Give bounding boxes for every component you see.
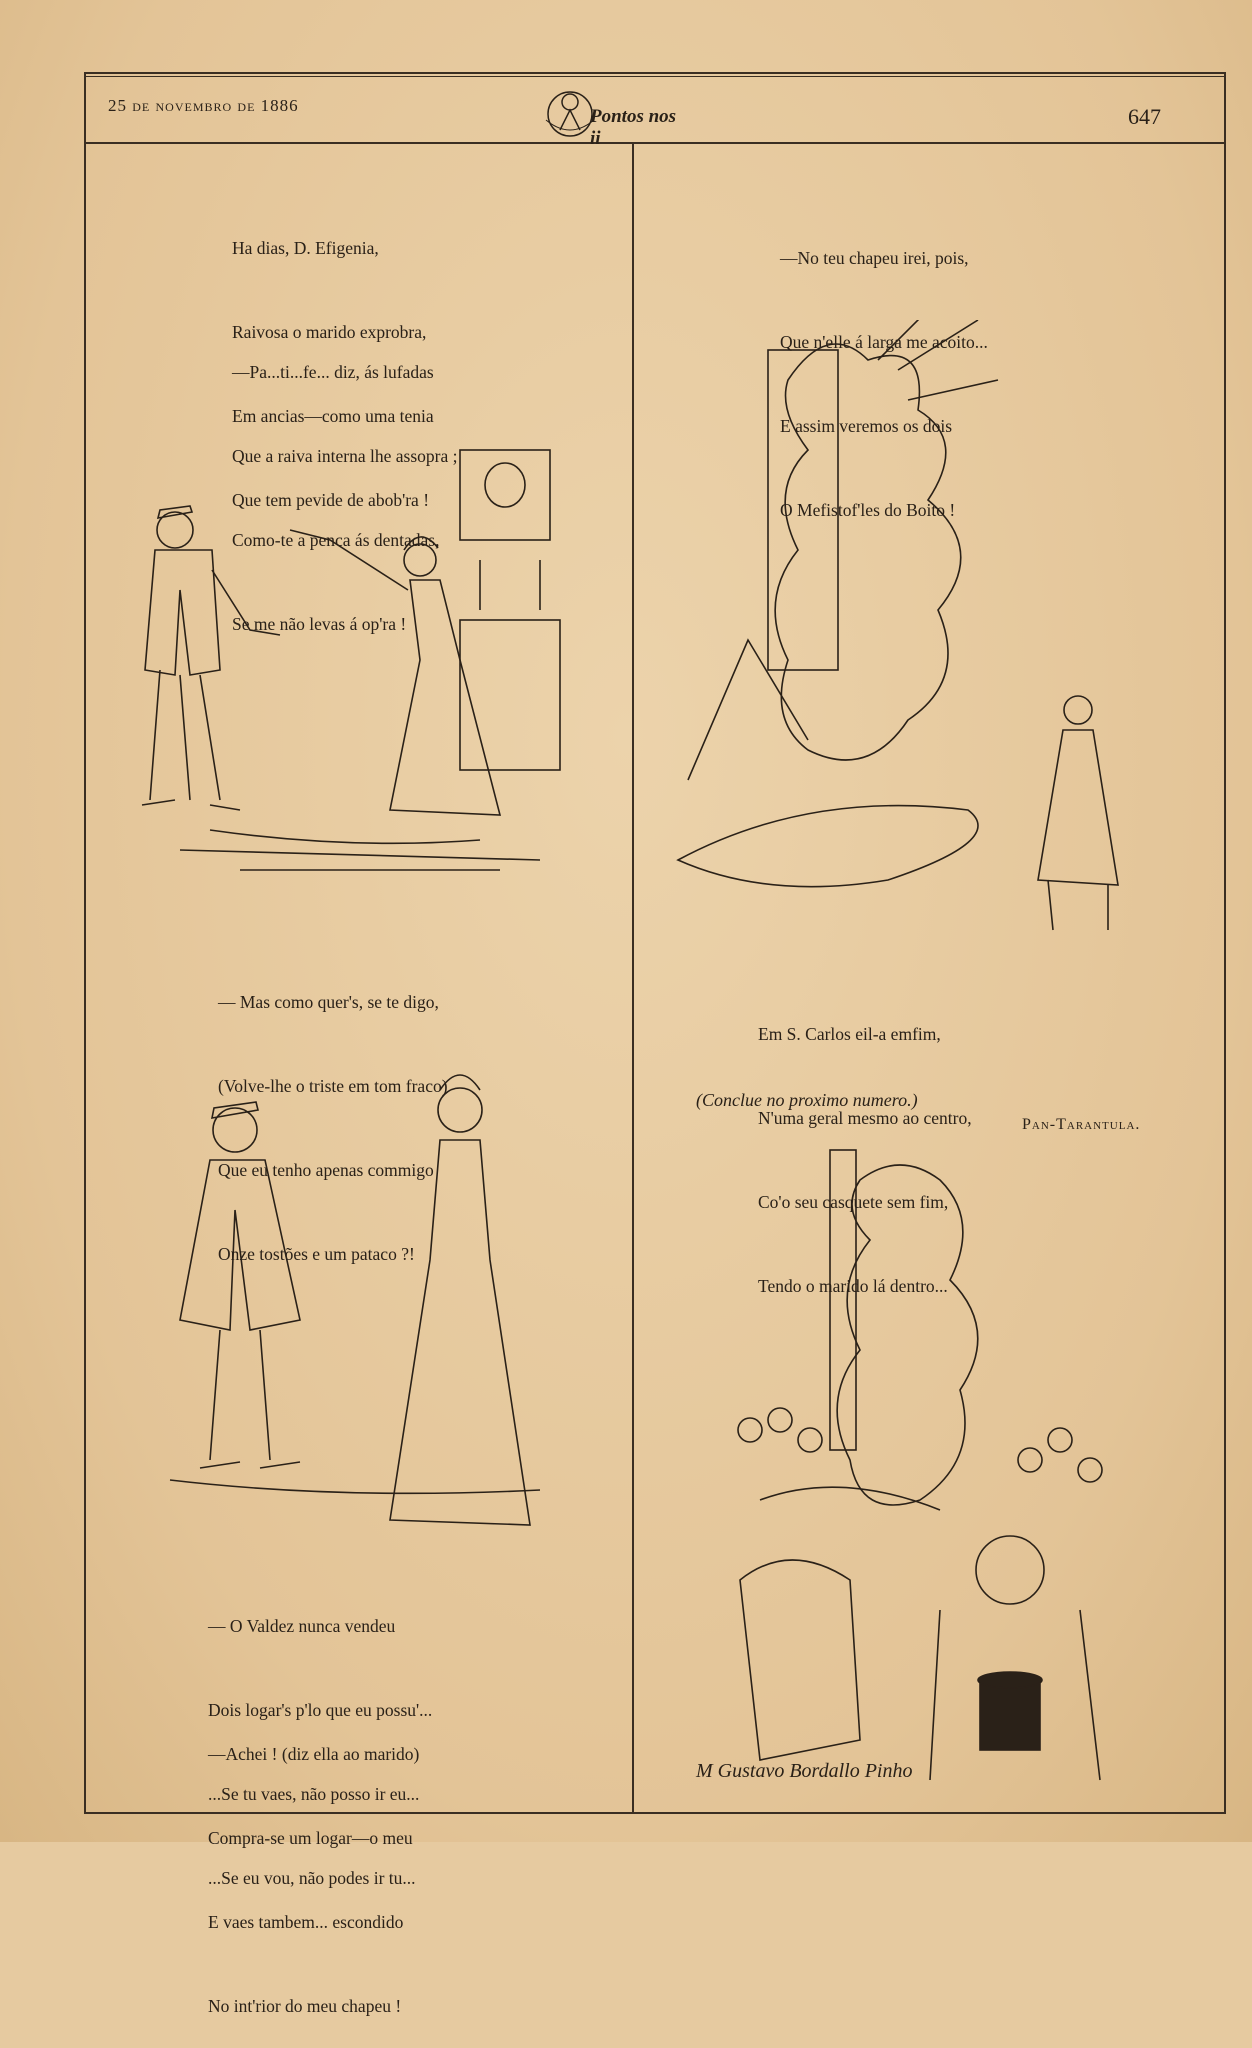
verse-line: Que a raiva interna lhe assopra ;: [232, 446, 458, 466]
verse-line: Que eu tenho apenas commigo: [218, 1160, 434, 1180]
illustration-couple-standing: [140, 1060, 580, 1550]
verse-line: Em ancias—como uma tenia: [232, 406, 434, 426]
verse-line: Que n'elle á larga me acoito...: [780, 332, 988, 352]
verse-line: Compra-se um logar—o meu: [208, 1828, 413, 1848]
verse-line: Tendo o marido lá dentro...: [758, 1276, 948, 1296]
author-signature: Pan-Tarantula.: [1022, 1116, 1141, 1133]
left-stanza-5: [208, 1684, 419, 2048]
column-divider: [632, 142, 634, 1812]
verse-line: O Mefistof'les do Boito !: [780, 500, 956, 520]
masthead-logo: [540, 80, 680, 149]
verse-line: Ha dias, D. Efigenia,: [232, 238, 379, 258]
verse-line: E vaes tambem... escondido: [208, 1912, 404, 1932]
masthead-title: Pontos nos ii: [590, 106, 677, 149]
verse-line: N'uma geral mesmo ao centro,: [758, 1108, 972, 1128]
illustration-couple-arguing: [120, 430, 580, 900]
verse-line: Que tem pevide de abob'ra !: [232, 490, 430, 510]
verse-line: (Volve-lhe o triste em tom fraco): [218, 1076, 448, 1096]
issue-date: 25 de novembro de 1886: [108, 96, 299, 115]
verse-line: Em S. Carlos eil-a emfim,: [758, 1024, 941, 1044]
verse-line: — Mas como quer's, se te digo,: [218, 992, 439, 1012]
verse-line: —Achei ! (diz ella ao marido): [208, 1744, 420, 1764]
artist-signature: M Gustavo Bordallo Pinho: [696, 1760, 913, 1782]
verse-line: Como-te a penca ás dentadas,: [232, 530, 440, 550]
verse-line: Onze tostões e um pataco ?!: [218, 1244, 415, 1264]
verse-line: E assim veremos os dois: [780, 416, 953, 436]
page-number: 647: [1128, 104, 1161, 129]
verse-line: —Pa...ti...fe... diz, ás lufadas: [232, 362, 434, 382]
continuation-note: (Conclue no proximo numero.): [696, 1090, 918, 1110]
verse-line: ...Se eu vou, não podes ir tu...: [208, 1868, 416, 1888]
verse-line: Co'o seu casquete sem fim,: [758, 1192, 949, 1212]
top-rule: [84, 76, 1224, 77]
verse-line: Dois logar's p'lo que eu possu'...: [208, 1700, 433, 1720]
verse-line: No int'rior do meu chapeu !: [208, 1996, 402, 2016]
illustration-giant-hat: [668, 320, 1148, 940]
verse-line: Raivosa o marido exprobra,: [232, 322, 427, 342]
illustration-theater-audience: [700, 1140, 1140, 1790]
verse-line: —No teu chapeu irei, pois,: [780, 248, 969, 268]
verse-line: Se me não levas á op'ra !: [232, 614, 407, 634]
verse-line: ...Se tu vaes, não posso ir eu...: [208, 1784, 420, 1804]
verse-line: — O Valdez nunca vendeu: [208, 1616, 396, 1636]
